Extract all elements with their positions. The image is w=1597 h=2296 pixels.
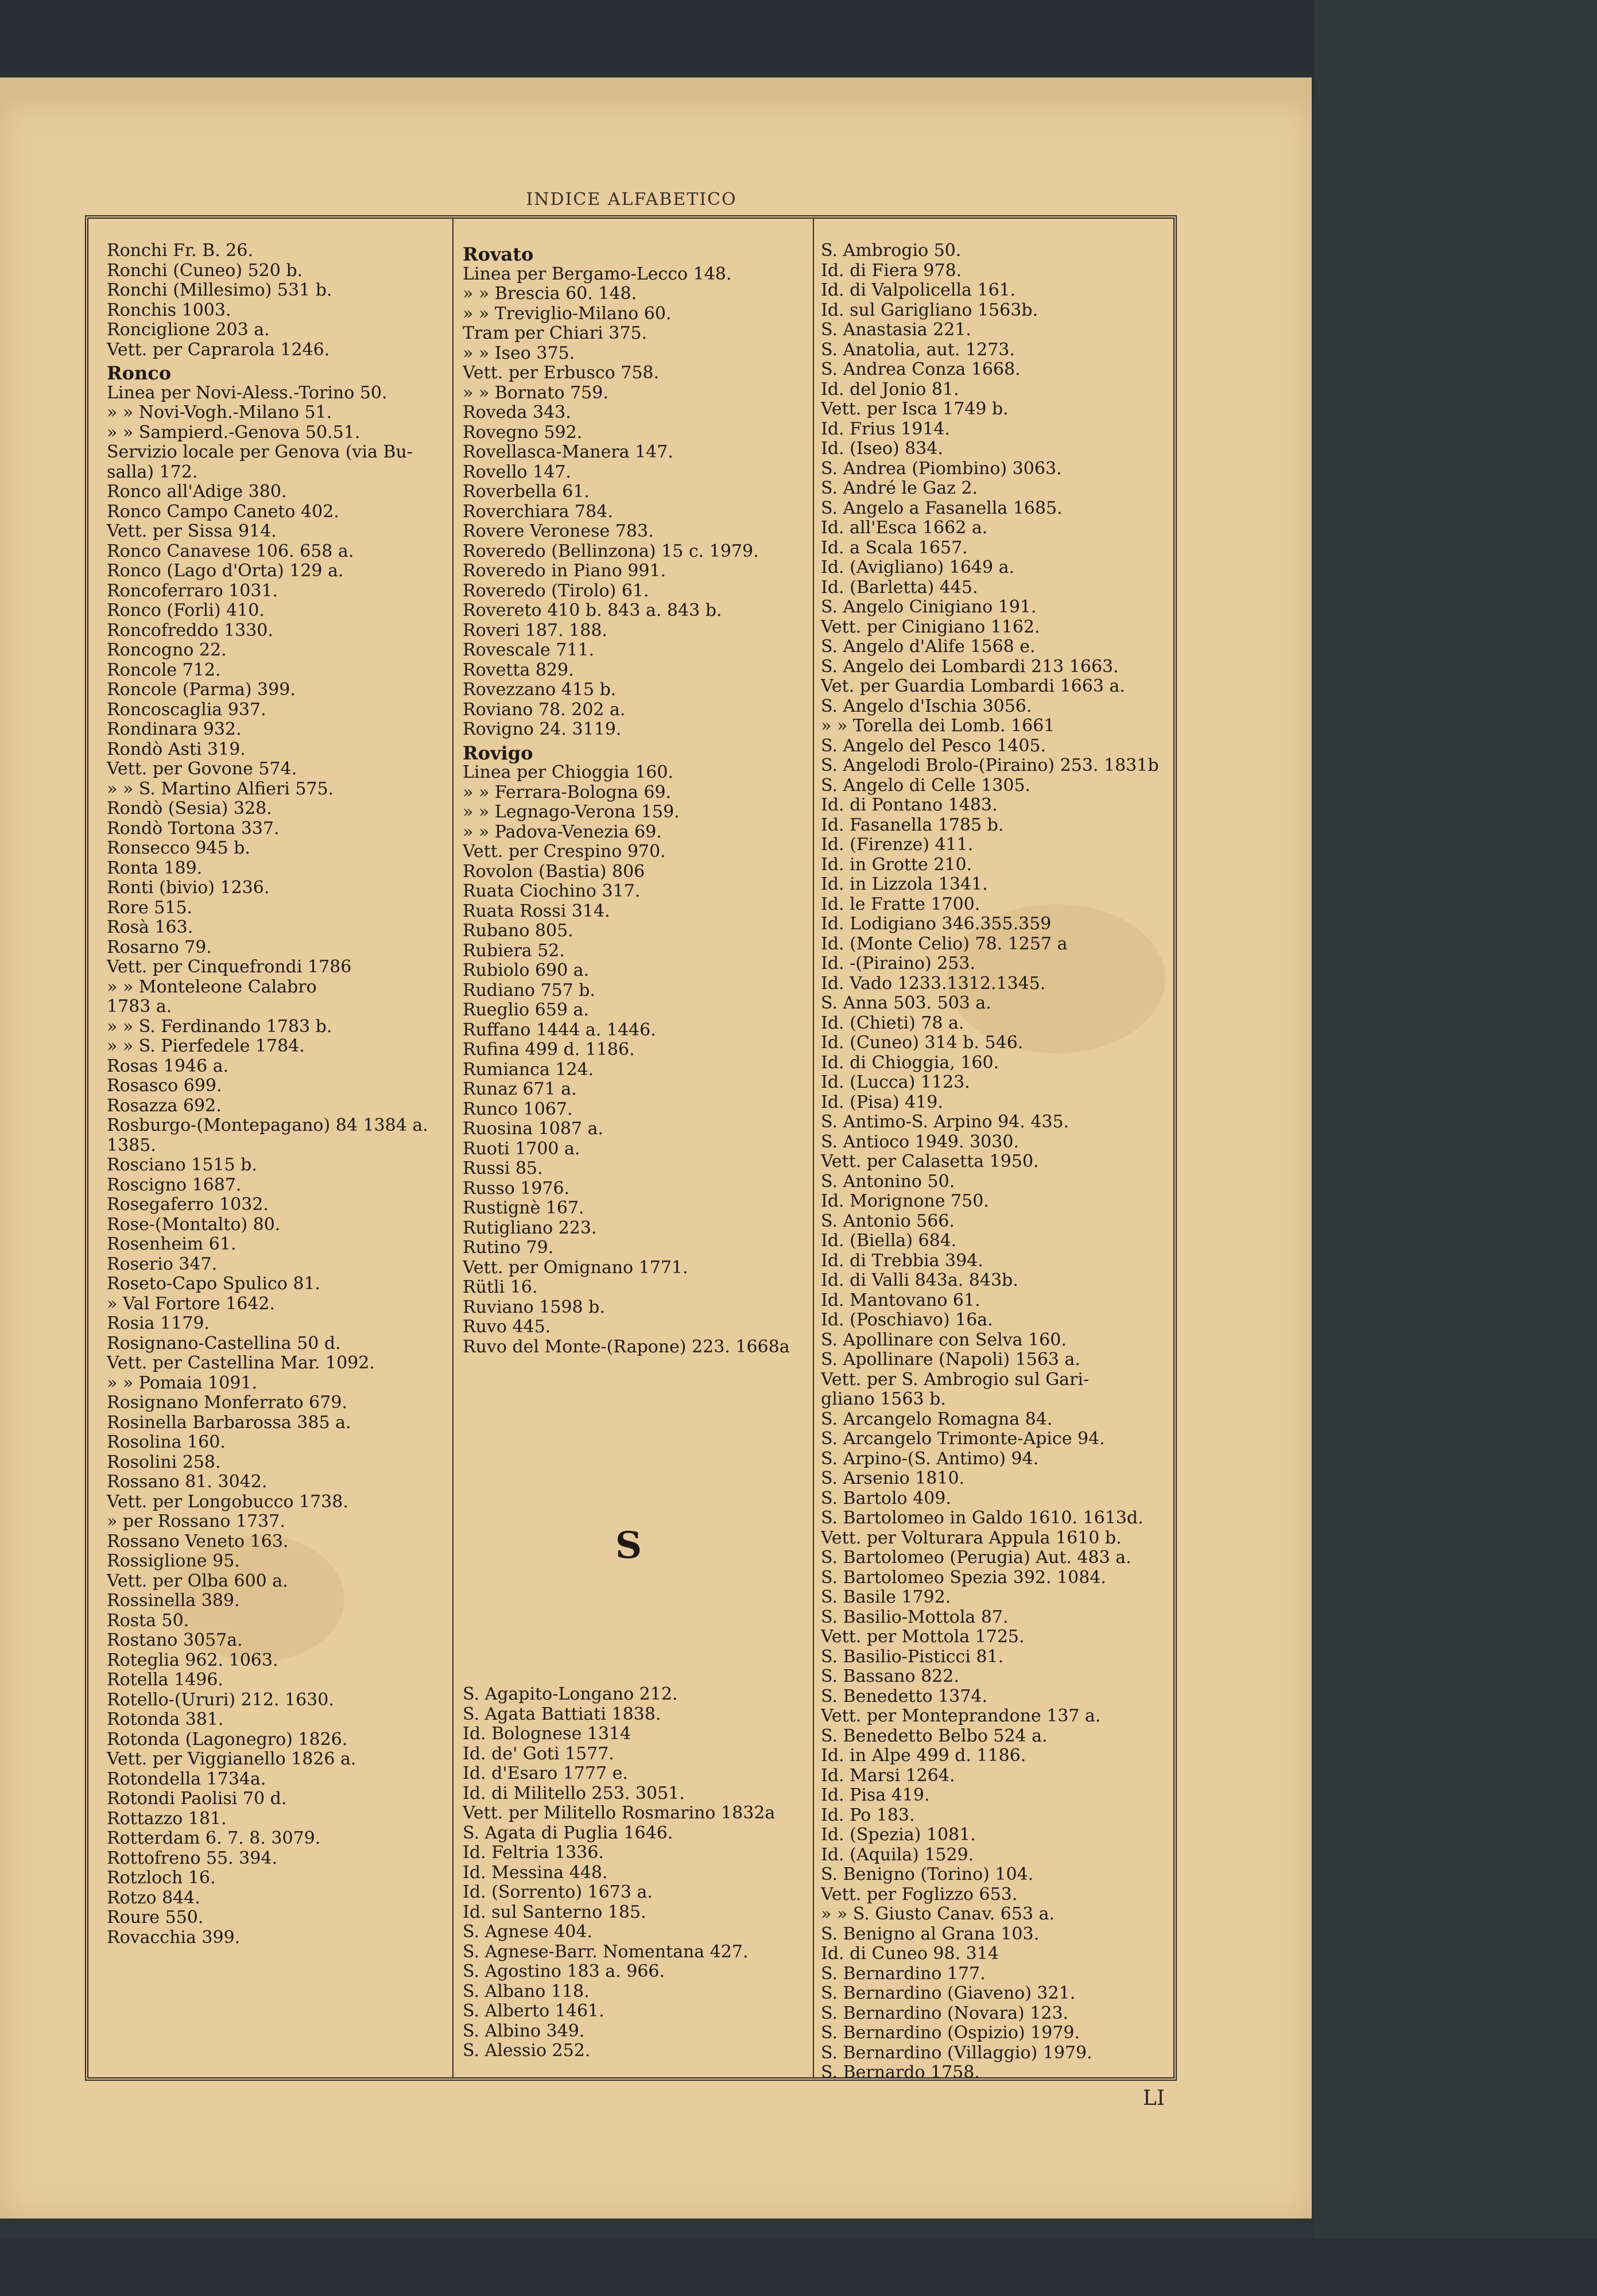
index-entry: Id. (Pisa) 419. bbox=[821, 1092, 943, 1112]
index-entry: Roncofreddo 1330. bbox=[107, 620, 273, 641]
section-letter: S bbox=[615, 1524, 642, 1567]
index-entry: S. Agostino 183 a. 966. bbox=[463, 1961, 665, 1981]
index-entry: Ronchi Fr. B. 26. bbox=[107, 241, 253, 261]
index-entry: S. Arcangelo Romagna 84. bbox=[821, 1409, 1053, 1429]
index-entry: Vett. per Crespino 970. bbox=[463, 841, 666, 862]
index-entry: Id. di Fiera 978. bbox=[821, 260, 962, 281]
index-entry: S. Antioco 1949. 3030. bbox=[821, 1131, 1019, 1152]
index-entry: S. Bernardino 177. bbox=[821, 1963, 986, 1984]
index-entry: S. Bartolomeo Spezia 392. 1084. bbox=[821, 1567, 1106, 1588]
index-entry: Rosia 1179. bbox=[107, 1313, 210, 1333]
index-entry: Id. in Grotte 210. bbox=[821, 854, 972, 875]
index-entry: Linea per Bergamo-Lecco 148. bbox=[463, 263, 732, 284]
index-entry: Roserio 347. bbox=[107, 1254, 218, 1274]
index-heading: Ronco bbox=[107, 362, 172, 384]
index-entry: S. Basilio-Pisticci 81. bbox=[821, 1646, 1004, 1667]
index-entry: Russi 85. bbox=[463, 1158, 543, 1178]
index-entry: Id. (Cuneo) 314 b. 546. bbox=[821, 1033, 1024, 1053]
index-entry: Rovezzano 415 b. bbox=[463, 680, 617, 700]
index-entry: Rotondi Paolisi 70 d. bbox=[107, 1789, 287, 1809]
index-entry: Rovigno 24. 3119. bbox=[463, 719, 622, 739]
index-column-2-s-section bbox=[463, 1685, 807, 2075]
index-entry: » Val Fortore 1642. bbox=[107, 1293, 276, 1314]
index-entry: Vett. per Isca 1749 b. bbox=[821, 399, 1009, 419]
index-entry: » » S. Ferdinando 1783 b. bbox=[107, 1016, 332, 1037]
index-entry: S. Angelo Cinigiano 191. bbox=[821, 597, 1037, 617]
index-entry: Ruata Ciochino 317. bbox=[463, 881, 641, 901]
index-entry: Vett. per Govone 574. bbox=[107, 759, 297, 779]
index-entry: Ronco Canavese 106. 658 a. bbox=[107, 541, 354, 561]
index-entry: Id. Bolognese 1314 bbox=[463, 1724, 631, 1744]
index-entry: S. Basile 1792. bbox=[821, 1587, 951, 1607]
index-entry: S. Alessio 252. bbox=[463, 2041, 591, 2061]
index-entry: S. Basilio-Mottola 87. bbox=[821, 1607, 1009, 1627]
index-entry: S. Bernardino (Giaveno) 321. bbox=[821, 1983, 1076, 2003]
index-entry: S. Alberto 1461. bbox=[463, 2001, 604, 2021]
index-entry: Ruvo 445. bbox=[463, 1317, 551, 1337]
index-entry: S. Albano 118. bbox=[463, 1981, 590, 2002]
index-entry: Rosolina 160. bbox=[107, 1432, 226, 1452]
index-entry: Id. Po 183. bbox=[821, 1805, 915, 1825]
index-entry: Ronchis 1003. bbox=[107, 300, 231, 320]
index-entry: Roverchiara 784. bbox=[463, 501, 613, 522]
index-entry: Ronco Campo Caneto 402. bbox=[107, 501, 339, 522]
index-entry: Id. sul Garigliano 1563b. bbox=[821, 300, 1038, 320]
index-entry: Id. (Spezia) 1081. bbox=[821, 1825, 976, 1845]
index-entry: Rosciano 1515 b. bbox=[107, 1155, 257, 1175]
index-entry: Vett. per Cinquefrondi 1786 bbox=[107, 957, 352, 977]
index-entry: Id. (Avigliano) 1649 a. bbox=[821, 557, 1015, 577]
index-heading: Rovato bbox=[463, 243, 534, 265]
index-entry: Roncoscaglia 937. bbox=[107, 699, 266, 720]
index-entry: Id. (Barletta) 445. bbox=[821, 577, 978, 598]
index-entry: Id. di Cuneo 98. 314 bbox=[821, 1944, 999, 1964]
index-entry: » » Brescia 60. 148. bbox=[463, 284, 637, 304]
index-entry: Id. (Sorrento) 1673 a. bbox=[463, 1882, 653, 1902]
background-bottom bbox=[0, 2239, 1597, 2296]
index-entry: S. Agnese-Barr. Nomentana 427. bbox=[463, 1941, 749, 1962]
index-entry: Rose-(Montalto) 80. bbox=[107, 1214, 281, 1235]
index-entry: Rütli 16. bbox=[463, 1277, 538, 1297]
index-entry: Id. Feltria 1336. bbox=[463, 1843, 604, 1863]
index-entry: » » Iseo 375. bbox=[463, 343, 575, 363]
index-entry: Rosenheim 61. bbox=[107, 1234, 237, 1254]
index-entry: Id. del Jonio 81. bbox=[821, 379, 959, 400]
index-entry: S. Albino 349. bbox=[463, 2020, 585, 2041]
index-entry: Id. Lodigiano 346.355.359 bbox=[821, 914, 1052, 934]
index-entry: S. André le Gaz 2. bbox=[821, 478, 978, 498]
index-entry: Id. (Poschiavo) 16a. bbox=[821, 1310, 993, 1330]
index-entry: S. Antimo-S. Arpino 94. 435. bbox=[821, 1112, 1069, 1132]
index-entry: Rubiolo 690 a. bbox=[463, 960, 590, 980]
index-entry: Rossinella 389. bbox=[107, 1591, 240, 1611]
index-entry: gliano 1563 b. bbox=[821, 1389, 946, 1409]
index-entry: Servizio locale per Genova (via Bu- bbox=[107, 442, 413, 462]
index-entry: Roverbella 61. bbox=[463, 482, 590, 502]
index-entry: Vett. per Erbusco 758. bbox=[463, 363, 660, 383]
index-entry: Vett. per Foglizzo 653. bbox=[821, 1884, 1018, 1905]
index-entry: Id. di Valli 843a. 843b. bbox=[821, 1270, 1018, 1290]
index-entry: » » Sampierd.-Genova 50.51. bbox=[107, 422, 361, 443]
index-entry: Rondò Tortona 337. bbox=[107, 818, 280, 839]
index-entry: Rondò Asti 319. bbox=[107, 739, 246, 759]
index-entry: S. Bartolomeo (Perugia) Aut. 483 a. bbox=[821, 1548, 1131, 1568]
index-entry: Vett. per Volturara Appula 1610 b. bbox=[821, 1527, 1122, 1548]
index-heading: Rovigo bbox=[463, 742, 533, 764]
index-entry: Roseto-Capo Spulico 81. bbox=[107, 1274, 321, 1294]
index-entry: S. Benigno (Torino) 104. bbox=[821, 1864, 1034, 1884]
index-entry: » » Bornato 759. bbox=[463, 382, 608, 403]
index-entry: S. Bartolomeo in Galdo 1610. 1613d. bbox=[821, 1508, 1144, 1528]
index-entry: S. Agapito-Longano 212. bbox=[463, 1684, 678, 1704]
index-entry: » » S. Giusto Canav. 653 a. bbox=[821, 1904, 1055, 1924]
index-entry: » » Ferrara-Bologna 69. bbox=[463, 782, 672, 802]
index-entry: Rotzo 844. bbox=[107, 1887, 200, 1908]
index-entry: Runaz 671 a. bbox=[463, 1079, 577, 1099]
index-entry: Ronciglione 203 a. bbox=[107, 320, 270, 340]
index-entry: 1783 a. bbox=[107, 996, 172, 1017]
index-entry: Vett. per Viggianello 1826 a. bbox=[107, 1749, 356, 1769]
index-entry: Roveri 187. 188. bbox=[463, 620, 607, 641]
index-entry: S. Anatolia, aut. 1273. bbox=[821, 339, 1015, 360]
index-entry: Id. sul Santerno 185. bbox=[463, 1902, 646, 1922]
index-entry: Rotella 1496. bbox=[107, 1670, 223, 1690]
index-entry: Rostano 3057a. bbox=[107, 1630, 243, 1650]
index-entry: S. Bernardo 1758. bbox=[821, 2062, 980, 2082]
index-entry: Rosazza 692. bbox=[107, 1095, 222, 1116]
index-entry: Vett. per Olba 600 a. bbox=[107, 1570, 288, 1591]
index-entry: Id. d'Esaro 1777 e. bbox=[463, 1763, 628, 1783]
index-entry: » » Treviglio-Milano 60. bbox=[463, 303, 672, 324]
index-entry: » » Padova-Venezia 69. bbox=[463, 821, 662, 842]
index-entry: Rueglio 659 a. bbox=[463, 1000, 589, 1020]
index-entry: Id. di Trebbia 394. bbox=[821, 1250, 983, 1271]
index-entry: Roncoferraro 1031. bbox=[107, 580, 278, 601]
index-entry: Id. (Firenze) 411. bbox=[821, 835, 974, 855]
index-entry: S. Benigno al Grana 103. bbox=[821, 1923, 1040, 1944]
index-entry: Id. Pisa 419. bbox=[821, 1785, 930, 1805]
index-entry: Rossano 81. 3042. bbox=[107, 1472, 268, 1492]
index-entry: Vet. per Guardia Lombardi 1663 a. bbox=[821, 676, 1125, 696]
index-entry: Ronco (Forli) 410. bbox=[107, 600, 265, 620]
index-entry: Id. (Biella) 684. bbox=[821, 1231, 957, 1251]
index-entry: Ruffano 1444 a. 1446. bbox=[463, 1019, 656, 1040]
index-entry: Rovacchia 399. bbox=[107, 1927, 241, 1948]
index-entry: Id. all'Esca 1662 a. bbox=[821, 518, 988, 538]
index-entry: Id. Fasanella 1785 b. bbox=[821, 815, 1004, 835]
index-entry: Roscigno 1687. bbox=[107, 1174, 242, 1195]
index-entry: » » Torella dei Lomb. 1661 bbox=[821, 716, 1055, 736]
index-entry: Ruvo del Monte-(Rapone) 223. 1668a bbox=[463, 1336, 790, 1357]
index-entry: Vett. per S. Ambrogio sul Gari- bbox=[821, 1369, 1090, 1390]
index-entry: Roncole 712. bbox=[107, 660, 221, 680]
index-entry: Rosta 50. bbox=[107, 1610, 189, 1631]
index-entry: Russo 1976. bbox=[463, 1178, 570, 1199]
index-entry: Rosinella Barbarossa 385 a. bbox=[107, 1412, 351, 1433]
index-entry: Rosasco 699. bbox=[107, 1076, 222, 1096]
index-entry: Roveredo (Bellinzona) 15 c. 1979. bbox=[463, 541, 759, 561]
index-entry: Rovere Veronese 783. bbox=[463, 521, 654, 541]
index-entry: Rossano Veneto 163. bbox=[107, 1531, 289, 1552]
index-entry: Runco 1067. bbox=[463, 1099, 573, 1119]
index-entry: » » S. Martino Alfieri 575. bbox=[107, 778, 334, 799]
index-entry: S. Apollinare (Napoli) 1563 a. bbox=[821, 1349, 1080, 1370]
index-entry: S. Angelo di Celle 1305. bbox=[821, 775, 1031, 796]
index-entry: Id. (Chieti) 78 a. bbox=[821, 1013, 964, 1033]
index-entry: S. Andrea (Piombino) 3063. bbox=[821, 458, 1062, 479]
index-entry: » » S. Pierfedele 1784. bbox=[107, 1036, 305, 1056]
index-entry: Rosignano Monferrato 679. bbox=[107, 1393, 347, 1413]
index-entry: Id. di Pontano 1483. bbox=[821, 795, 998, 815]
index-entry: Roveredo in Piano 991. bbox=[463, 561, 666, 581]
index-entry: Ronti (bivio) 1236. bbox=[107, 878, 270, 898]
index-entry: S. Agata Battiati 1838. bbox=[463, 1704, 661, 1724]
index-entry: » per Rossano 1737. bbox=[107, 1511, 285, 1531]
index-entry: S. Benedetto Belbo 524 a. bbox=[821, 1725, 1048, 1746]
index-entry: Ronta 189. bbox=[107, 858, 203, 878]
index-entry: Rutigliano 223. bbox=[463, 1217, 597, 1238]
index-entry: Roveredo (Tirolo) 61. bbox=[463, 580, 649, 601]
index-entry: Id. di Militello 253. 3051. bbox=[463, 1783, 685, 1804]
index-entry: Id. Morignone 750. bbox=[821, 1191, 989, 1211]
index-entry: S. Andrea Conza 1668. bbox=[821, 359, 1021, 379]
index-entry: S. Anna 503. 503 a. bbox=[821, 993, 991, 1013]
index-entry: Rumianca 124. bbox=[463, 1059, 594, 1080]
index-entry: Id. (Monte Celio) 78. 1257 a bbox=[821, 933, 1068, 954]
index-entry: Vett. per Sissa 914. bbox=[107, 521, 277, 541]
index-entry: Rosegaferro 1032. bbox=[107, 1194, 269, 1215]
index-entry: Rotonda 381. bbox=[107, 1709, 224, 1729]
index-entry: Id. in Alpe 499 d. 1186. bbox=[821, 1746, 1026, 1766]
index-entry: Vett. per Longobucco 1738. bbox=[107, 1491, 348, 1512]
index-entry: » » Novi-Vogh.-Milano 51. bbox=[107, 402, 332, 422]
index-entry: S. Antonino 50. bbox=[821, 1171, 955, 1192]
index-entry: Ronsecco 945 b. bbox=[107, 838, 250, 858]
index-entry: Rosburgo-(Montepagano) 84 1384 a. bbox=[107, 1115, 428, 1135]
background-right bbox=[1315, 0, 1597, 2296]
index-entry: S. Benedetto 1374. bbox=[821, 1686, 987, 1707]
index-entry: Id. Vado 1233.1312.1345. bbox=[821, 973, 1046, 994]
index-entry: Rotondella 1734a. bbox=[107, 1768, 266, 1789]
index-entry: Linea per Chioggia 160. bbox=[463, 762, 674, 782]
index-entry: Rottazzo 181. bbox=[107, 1808, 227, 1829]
index-entry: Rondinara 932. bbox=[107, 719, 242, 739]
index-entry: Roure 550. bbox=[107, 1907, 204, 1927]
index-entry: Id. Marsi 1264. bbox=[821, 1765, 955, 1786]
index-entry: Vett. per Militello Rosmarino 1832a bbox=[463, 1803, 776, 1823]
index-entry: Ruata Rossi 314. bbox=[463, 901, 610, 921]
index-entry: S. Agata di Puglia 1646. bbox=[463, 1822, 673, 1843]
index-entry: S. Arcangelo Trimonte-Apice 94. bbox=[821, 1429, 1105, 1449]
index-entry: S. Angelo a Fasanella 1685. bbox=[821, 498, 1063, 518]
page-number: LI bbox=[1142, 2086, 1165, 2110]
index-entry: Rosas 1946 a. bbox=[107, 1056, 229, 1076]
index-entry: Roveda 343. bbox=[463, 402, 571, 422]
index-entry: S. Angelo dei Lombardi 213 1663. bbox=[821, 656, 1119, 677]
index-entry: Rovegno 592. bbox=[463, 422, 583, 443]
index-entry: S. Apollinare con Selva 160. bbox=[821, 1329, 1067, 1350]
index-entry: Id. (Iseo) 834. bbox=[821, 439, 943, 459]
column-divider bbox=[452, 218, 453, 2078]
index-entry: Ruosina 1087 a. bbox=[463, 1119, 604, 1139]
index-entry: Ruviano 1598 b. bbox=[463, 1297, 605, 1317]
index-entry: Rore 515. bbox=[107, 897, 193, 918]
index-entry: Vett. per Mottola 1725. bbox=[821, 1627, 1025, 1647]
index-entry: Id. Mantovano 61. bbox=[821, 1290, 980, 1310]
index-entry: Rutino 79. bbox=[463, 1238, 554, 1258]
index-entry: S. Bartolo 409. bbox=[821, 1488, 951, 1508]
index-entry: Rosà 163. bbox=[107, 917, 193, 937]
index-entry: Rovetta 829. bbox=[463, 660, 574, 680]
index-entry: Rufina 499 d. 1186. bbox=[463, 1040, 635, 1060]
index-entry: Id. Frius 1914. bbox=[821, 418, 951, 439]
index-entry: Vett. per Castellina Mar. 1092. bbox=[107, 1353, 375, 1373]
index-entry: Rotonda (Lagonegro) 1826. bbox=[107, 1729, 348, 1750]
index-entry: Id. (Lucca) 1123. bbox=[821, 1072, 970, 1092]
index-entry: Id. in Lizzola 1341. bbox=[821, 874, 988, 894]
index-entry: » » Pomaia 1091. bbox=[107, 1372, 258, 1393]
index-entry: Rovereto 410 b. 843 a. 843 b. bbox=[463, 600, 722, 620]
index-entry: S. Bernardino (Villaggio) 1979. bbox=[821, 2042, 1092, 2063]
index-entry: Roncogno 22. bbox=[107, 640, 227, 660]
index-entry: Rotello-(Ururi) 212. 1630. bbox=[107, 1689, 334, 1710]
index-entry: Vett. per Caprarola 1246. bbox=[107, 339, 330, 360]
index-entry: Rotterdam 6. 7. 8. 3079. bbox=[107, 1828, 321, 1848]
index-entry: Id. de' Goti 1577. bbox=[463, 1743, 614, 1764]
index-entry: Rosarno 79. bbox=[107, 937, 212, 957]
index-entry: S. Angelo d'Alife 1568 e. bbox=[821, 637, 1036, 657]
index-entry: Linea per Novi-Aless.-Torino 50. bbox=[107, 382, 387, 403]
index-entry: Ronchi (Cuneo) 520 b. bbox=[107, 260, 303, 281]
index-entry: Vett. per Cinigiano 1162. bbox=[821, 616, 1040, 637]
index-entry: Id. di Valpolicella 161. bbox=[821, 280, 1016, 300]
index-entry: Rudiano 757 b. bbox=[463, 980, 596, 1000]
index-entry: » » Monteleone Calabro bbox=[107, 976, 317, 997]
index-entry: Id. a Scala 1657. bbox=[821, 537, 968, 558]
index-entry: Id. Messina 448. bbox=[463, 1862, 608, 1883]
index-column-2 bbox=[463, 241, 807, 1544]
index-entry: S. Angelo d'Ischia 3056. bbox=[821, 696, 1032, 716]
index-entry: Vett. per Monteprandone 137 a. bbox=[821, 1706, 1101, 1726]
index-entry: S. Arpino-(S. Antimo) 94. bbox=[821, 1448, 1039, 1469]
index-entry: salla) 172. bbox=[107, 461, 198, 482]
index-entry: Id. le Fratte 1700. bbox=[821, 894, 980, 914]
index-entry: S. Angelo del Pesco 1405. bbox=[821, 735, 1046, 756]
index-column-1 bbox=[107, 241, 440, 2072]
index-entry: Ronco (Lago d'Orta) 129 a. bbox=[107, 561, 344, 581]
index-entry: Rondò (Sesia) 328. bbox=[107, 798, 272, 819]
index-entry: Roncole (Parma) 399. bbox=[107, 680, 296, 700]
column-divider bbox=[813, 218, 814, 2078]
index-entry: Roviano 78. 202 a. bbox=[463, 699, 626, 720]
index-entry: Rotzloch 16. bbox=[107, 1868, 216, 1888]
index-entry: Rovolon (Bastia) 806 bbox=[463, 861, 645, 882]
index-entry: Vett. per Calasetta 1950. bbox=[821, 1151, 1039, 1172]
index-entry: S. Arsenio 1810. bbox=[821, 1468, 965, 1488]
index-entry: Vett. per Omignano 1771. bbox=[463, 1257, 688, 1278]
index-entry: Id. (Aquila) 1529. bbox=[821, 1844, 974, 1865]
index-entry: S. Agnese 404. bbox=[463, 1922, 592, 1942]
index-entry: S. Angelodi Brolo-(Piraino) 253. 1831b bbox=[821, 755, 1159, 775]
index-entry: » » Legnago-Verona 159. bbox=[463, 802, 680, 822]
index-column-3 bbox=[821, 241, 1165, 2082]
index-entry: Rosignano-Castellina 50 d. bbox=[107, 1333, 341, 1353]
index-entry: Tram per Chiari 375. bbox=[463, 323, 648, 343]
index-entry: 1385. bbox=[107, 1135, 156, 1155]
index-entry: S. Ambrogio 50. bbox=[821, 241, 962, 261]
index-entry: S. Antonio 566. bbox=[821, 1211, 955, 1231]
index-entry: S. Bassano 822. bbox=[821, 1666, 959, 1686]
index-entry: Rossiglione 95. bbox=[107, 1551, 240, 1571]
index-entry: Rovescale 711. bbox=[463, 640, 595, 660]
page-header-title: INDICE ALFABETICO bbox=[526, 189, 737, 210]
index-entry: Id. -(Piraino) 253. bbox=[821, 953, 975, 974]
index-entry: Ronco all'Adige 380. bbox=[107, 482, 287, 502]
index-entry: Rubiera 52. bbox=[463, 940, 565, 961]
index-entry: S. Anastasia 221. bbox=[821, 320, 971, 340]
index-entry: S. Bernardino (Novara) 123. bbox=[821, 2003, 1069, 2023]
index-entry: Rustignè 167. bbox=[463, 1198, 584, 1218]
index-entry: Rovello 147. bbox=[463, 461, 571, 482]
index-entry: Rosolini 258. bbox=[107, 1452, 221, 1472]
index-entry: Id. di Chioggia, 160. bbox=[821, 1052, 999, 1073]
index-entry: Rovellasca-Manera 147. bbox=[463, 442, 673, 462]
index-entry: Rottofreno 55. 394. bbox=[107, 1848, 277, 1868]
index-entry: S. Bernardino (Ospizio) 1979. bbox=[821, 2023, 1080, 2043]
index-entry: Ruoti 1700 a. bbox=[463, 1138, 580, 1159]
index-entry: Roteglia 962. 1063. bbox=[107, 1650, 278, 1670]
index-entry: Ronchi (Millesimo) 531 b. bbox=[107, 280, 332, 300]
index-entry: Rubano 805. bbox=[463, 921, 573, 941]
